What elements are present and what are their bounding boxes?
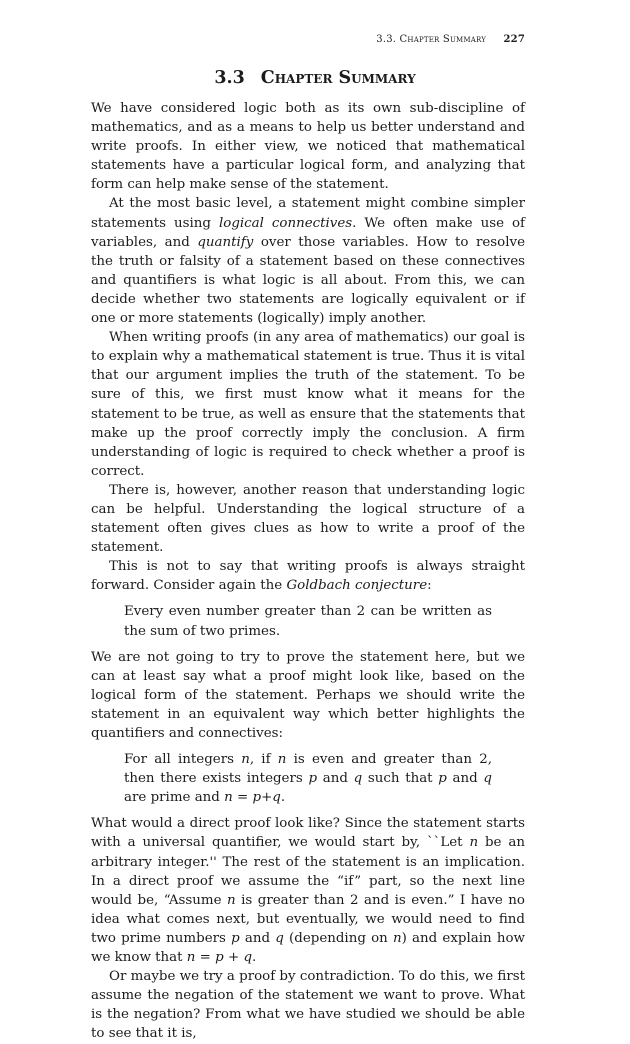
paragraph-2 [91,194,525,328]
math-p: p [231,930,240,946]
paragraph-5-text-b: : [427,578,432,594]
math-q: q [353,771,363,787]
math-n: n [277,752,287,768]
paragraph-7-text-g: . [252,950,257,966]
paragraph-7-text-c: is greater than 2 and is even.” I have no idea what comes next, but eventually, we would need to find two prime numbers [91,892,525,946]
paragraph-7-text-a: What would a direct proof look like? Since the statement starts with a universal quantifier, we would start by, ``Let [91,816,525,851]
paragraph-7 [91,814,525,967]
term-logical-connectives: logical connectives [218,215,353,231]
paragraph-5 [91,557,525,595]
paragraph-2-text-b: . We often make use of variables, and [91,215,525,250]
paragraph-7-text-e: (depending on [283,930,393,946]
paragraph-7-text-d: and [239,930,276,946]
math-p: p [438,771,447,787]
math-equation-n-equals-p-plus-q: n = p+q [224,790,281,806]
math-q: q [483,771,492,787]
section-name: Chapter Summary [260,68,416,88]
quote-2-text-b: , if [249,752,278,768]
quote-2-text-f: and [446,771,484,787]
math-q: q [275,930,284,946]
quote-2-text-g: are prime and [124,790,225,806]
page-number: 227 [503,34,525,45]
quote-goldbach: Every even number greater than 2 can be written as the sum of two primes. [124,604,492,639]
running-header [376,34,525,45]
term-goldbach-conjecture: Goldbach conjecture [286,578,428,594]
math-n: n [393,930,402,946]
math-n: n [241,752,250,768]
quote-2-text-d: and [317,771,354,787]
running-header-section: 3.3. Chapter Summary [376,34,487,45]
body-text [91,99,525,1044]
paragraph-3: When writing proofs (in any area of mathematics) our goal is to explain why a mathematical statement is true. Thus it is vital that our argument implies the truth of the statement. To be sure of this, we first must know what it means for the statement to be true, as well as ensure that the statements that make up the proof correctly imply the conclusion. A firm understanding of logic is required to check whether a proof is correct. [91,330,525,479]
paragraph-2-text-a: At the most basic level, a statement might combine simpler statements using [91,196,525,231]
section-title [0,68,630,88]
quote-quantified-statement [124,750,492,807]
paragraph-5-text-a: This is not to say that writing proofs is always straight forward. Consider again the [91,559,525,594]
term-quantify: quantify [197,234,254,250]
paragraph-6: We are not going to try to prove the statement here, but we can at least say what a proof might look like, based on the logical form of the statement. Perhaps we should write the statement in an equivalent way which better highlights the quantifiers and connectives: [91,649,525,741]
paragraph-7-text-b: be an arbitrary integer.'' The rest of the statement is an implication. In a direct proof we assume the “if” part, so the next line would be, “Assume [91,835,525,908]
paragraph-7-text-f: ) and explain how we know that [91,930,525,966]
paragraph-1: We have considered logic both as its own sub-discipline of mathematics, and as a means to help us better understand and write proofs. In either view, we noticed that mathematical statements have a particular logical form, and analyzing that form can help make sense of the statement. [91,101,525,193]
quote-2-text-a: For all integers [124,752,242,768]
math-n: n [227,892,236,908]
quote-2-text-h: . [280,790,286,806]
quote-2-text-e: such that [362,771,439,787]
paragraph-8: Or maybe we try a proof by contradiction. To do this, we first assume the negation of the statement we want to prove. What is the negation? From what we have studied we should be able to see that it is, [91,969,525,1042]
math-p: p [308,771,318,787]
paragraph-2-text-c: over those variables. How to resolve the truth or falsity of a statement based on these connectives and quantifiers is what logic is all about. From this, we can decide whether two statements are logically equivalent or if one or more statements (logically) imply another. [91,234,525,327]
math-equation-n-equals-p-plus-q: n = p + q [186,950,253,966]
quote-2-text-c: is even and greater than 2, then there exists integers [124,752,492,787]
math-n: n [469,835,479,851]
section-number: 3.3 [214,68,245,88]
paragraph-4: There is, however, another reason that understanding logic can be helpful. Understanding the logical structure of a statement often gives clues as how to write a proof of the statement. [91,482,525,556]
